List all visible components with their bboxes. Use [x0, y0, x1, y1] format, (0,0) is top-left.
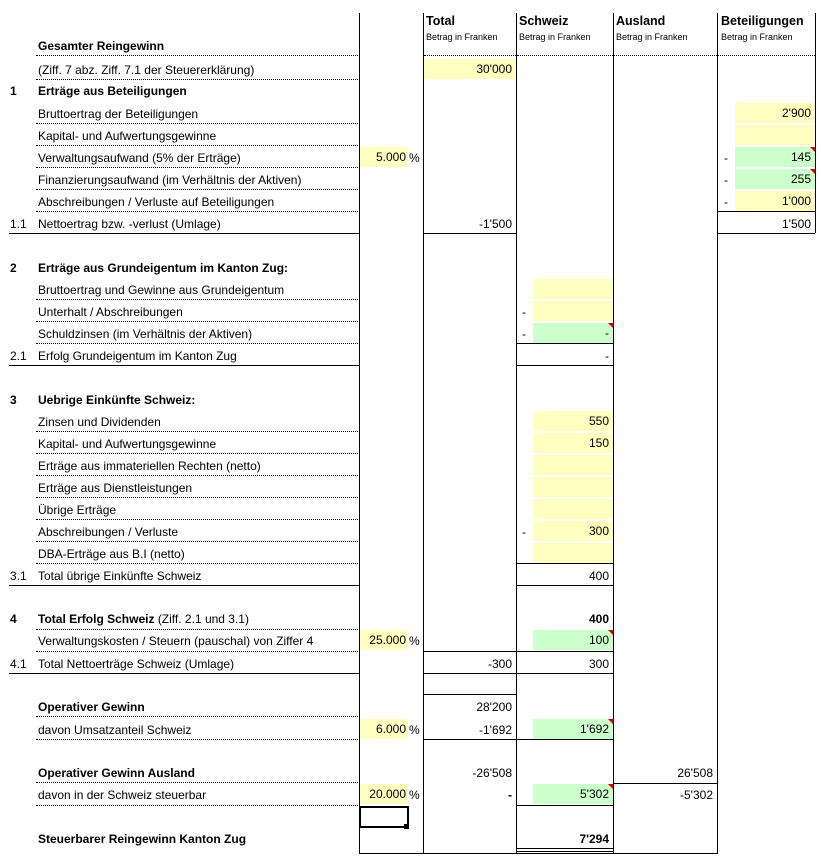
cell-ch-total-netto[interactable]: 300	[588, 657, 609, 671]
header-schweiz: Schweiz	[519, 14, 569, 28]
label-operativer-gewinn: Operativer Gewinn	[38, 700, 145, 714]
col-border	[613, 13, 614, 854]
comment-indicator	[810, 169, 815, 174]
cell-total-netto-ch[interactable]: -300	[487, 657, 512, 671]
label-row: Kapital- und Aufwertungsgewinne	[38, 129, 217, 143]
cell-total-umsatz[interactable]: -1'692	[479, 723, 512, 737]
sum-line	[424, 651, 613, 652]
row-divider	[36, 211, 358, 212]
label-row: Übrige Erträge	[38, 503, 117, 517]
cell-bet-kapital[interactable]	[735, 125, 815, 145]
percent-sign: %	[409, 634, 420, 648]
minus-sign: -	[724, 173, 728, 187]
header-beteiligungen-sub: Betrag in Franken	[721, 32, 793, 42]
cell-ch-umsatz[interactable]: 1'692	[533, 719, 613, 739]
header-ausland: Ausland	[616, 14, 666, 28]
section-title: Erträge aus Beteiligungen	[38, 84, 187, 98]
label-row: Abschreibungen / Verluste auf Beteiligungen	[38, 195, 275, 209]
cell-ch-dba[interactable]	[533, 543, 613, 563]
row-divider	[36, 167, 358, 168]
sum-line	[718, 233, 815, 234]
cell-ch-brutto-grund[interactable]	[533, 279, 613, 299]
row-divider	[36, 651, 358, 652]
label-steuerbarer-reingewinn: Steuerbarer Reingewinn Kanton Zug	[38, 832, 247, 846]
row-divider	[36, 431, 358, 432]
cell-total-steuerbar[interactable]: -	[508, 788, 512, 802]
label-row: Erfolg Grundeigentum im Kanton Zug	[38, 349, 237, 363]
cell-ch-unterhalt[interactable]	[533, 301, 613, 321]
cell-ch-erfolg-grund[interactable]: -	[605, 349, 609, 363]
table-bottom-border	[359, 853, 718, 854]
label-row: Total übrige Einkünfte Schweiz	[38, 569, 202, 583]
label-row: davon Umsatzanteil Schweiz	[38, 723, 192, 737]
cell-ch-kapital[interactable]: 150	[533, 433, 613, 453]
sum-line	[424, 694, 516, 695]
col-border	[516, 13, 517, 854]
sum-line	[517, 563, 613, 564]
section-number: 3	[10, 393, 17, 407]
cell-bet-brutto[interactable]: 2'900	[735, 103, 815, 123]
section-number: 2	[10, 261, 17, 275]
cell-pct-verwaltung[interactable]: 5.000	[360, 147, 408, 167]
cell-bet-finanz[interactable]: 255	[735, 169, 815, 189]
comment-indicator	[608, 630, 613, 635]
sum-line	[517, 851, 613, 852]
section-number: 1	[10, 84, 17, 98]
cell-pct-umsatz[interactable]: 6.000	[360, 719, 408, 739]
label-gesamter-reingewinn: Gesamter Reingewinn	[38, 39, 165, 53]
label-row: davon in der Schweiz steuerbar	[38, 788, 207, 802]
section-title-row	[38, 609, 249, 629]
section-number: 3.1	[10, 569, 27, 583]
minus-sign: -	[522, 305, 526, 319]
cell-total-reingewinn[interactable]: 30'000	[424, 59, 516, 79]
row-divider	[614, 55, 717, 56]
label-row: Erträge aus immateriellen Rechten (netto)	[38, 459, 261, 473]
cell-ch-zinsen[interactable]: 550	[533, 411, 613, 431]
row-divider	[36, 475, 358, 476]
cell-total-netto-bet[interactable]: -1'500	[479, 217, 512, 231]
cell-ch-steuerbar[interactable]: 5'302	[533, 784, 613, 804]
section-number: 4	[10, 612, 17, 626]
sum-line	[517, 805, 613, 806]
section-title: Erträge aus Grundeigentum im Kanton Zug:	[38, 261, 289, 275]
label-row: Schuldzinsen (im Verhältnis der Aktiven)	[38, 327, 253, 341]
header-total-sub: Betrag in Franken	[426, 32, 498, 42]
row-divider	[36, 453, 358, 454]
row-divider	[36, 497, 358, 498]
row-divider	[9, 233, 359, 234]
minus-sign: -	[724, 151, 728, 165]
sum-line	[517, 585, 613, 586]
section-title: Uebrige Einkünfte Schweiz:	[38, 393, 196, 407]
label-row: Unterhalt / Abschreibungen	[38, 305, 183, 319]
sum-line	[424, 673, 613, 674]
label-row: DBA-Erträge aus B.I (netto)	[38, 547, 185, 561]
sum-line	[517, 365, 613, 366]
row-divider	[424, 55, 516, 56]
row-divider	[9, 365, 359, 366]
label-ziff7: (Ziff. 7 abz. Ziff. 7.1 der Steuererklärung)	[38, 63, 255, 77]
percent-sign: %	[409, 151, 420, 165]
cell-bet-netto[interactable]: 1'500	[782, 217, 811, 231]
col-border	[717, 13, 718, 854]
label-row: Abschreibungen / Verluste	[38, 525, 179, 539]
row-divider	[9, 673, 359, 674]
row-divider	[36, 805, 358, 806]
label-row: Verwaltungsaufwand (5% der Erträge)	[38, 151, 241, 165]
sum-line	[424, 233, 516, 234]
label-row: Zinsen und Dividenden	[38, 415, 161, 429]
sum-line	[614, 783, 717, 784]
row-divider	[36, 739, 358, 740]
percent-sign: %	[409, 723, 420, 737]
label-row: Kapital- und Aufwertungsgewinne	[38, 437, 217, 451]
header-total: Total	[426, 14, 455, 28]
fill-handle[interactable]	[404, 824, 409, 829]
cell-total-op-ausland[interactable]: -26'508	[472, 766, 512, 780]
label-row: Erträge aus Dienstleistungen	[38, 481, 193, 495]
section-number: 1.1	[10, 217, 27, 231]
row-divider	[36, 541, 358, 542]
header-beteiligungen: Beteiligungen	[721, 14, 804, 28]
sum-line	[718, 211, 815, 212]
comment-indicator	[608, 719, 613, 724]
row-divider	[9, 585, 359, 586]
cell-ch-immat[interactable]	[533, 455, 613, 475]
row-divider	[36, 782, 358, 783]
cell-ch-abschr[interactable]: 300	[533, 521, 613, 541]
row-divider	[36, 145, 358, 146]
row-divider	[36, 321, 358, 322]
cell-pct-verw-kosten[interactable]: 25.000	[360, 630, 408, 650]
header-ausland-sub: Betrag in Franken	[616, 32, 688, 42]
label-row: Verwaltungskosten / Steuern (pauschal) von Ziffer 4	[38, 634, 314, 648]
section-note: (Ziff. 2.1 und 3.1)	[157, 612, 249, 626]
row-divider	[36, 563, 358, 564]
label-row: Bruttoertrag und Gewinne aus Grundeigentum	[38, 283, 285, 297]
section-number: 4.1	[10, 657, 27, 671]
comment-indicator	[608, 784, 613, 789]
cell-ch-steuerbarer[interactable]: 7'294	[579, 832, 609, 846]
section-number: 2.1	[10, 349, 27, 363]
sum-line	[424, 739, 613, 740]
row-divider	[517, 55, 613, 56]
cell-aus-op[interactable]: 26'508	[677, 766, 713, 780]
row-divider	[36, 716, 358, 717]
cell-bet-verwaltung[interactable]: 145	[735, 147, 815, 167]
cell-ch-uebrige[interactable]	[533, 499, 613, 519]
row-divider	[36, 123, 358, 124]
minus-sign: -	[522, 327, 526, 341]
selected-cell[interactable]	[359, 806, 409, 828]
col-border	[815, 13, 816, 233]
label-row: Bruttoertrag der Beteiligungen	[38, 107, 199, 121]
comment-indicator	[810, 147, 815, 152]
cell-ch-total-erfolg[interactable]: 400	[588, 612, 609, 626]
label-row: Finanzierungsaufwand (im Verhältnis der Aktiven)	[38, 173, 302, 187]
sum-line	[517, 343, 613, 344]
row-divider	[36, 189, 358, 190]
sum-line	[517, 848, 613, 849]
label-operativer-gewinn-ausland: Operativer Gewinn Ausland	[38, 766, 195, 780]
cell-bet-abschr[interactable]: 1'000	[735, 191, 815, 211]
row-divider	[36, 79, 358, 80]
row-divider	[36, 299, 358, 300]
cell-pct-steuerbar[interactable]: 20.000	[360, 784, 408, 804]
minus-sign: -	[724, 195, 728, 209]
section-title: Total Erfolg Schweiz	[38, 612, 155, 626]
minus-sign: -	[522, 525, 526, 539]
label-row: Total Nettoerträge Schweiz (Umlage)	[38, 657, 235, 671]
row-divider	[36, 519, 358, 520]
cell-ch-schuldzinsen[interactable]: -	[533, 323, 613, 343]
label-row: Nettoertrag bzw. -verlust (Umlage)	[38, 217, 221, 231]
percent-sign: %	[409, 788, 420, 802]
row-divider	[36, 629, 358, 630]
row-divider	[36, 343, 358, 344]
row-divider	[718, 55, 815, 56]
cell-aus-steuerbar[interactable]: -5'302	[680, 788, 713, 802]
comment-indicator	[608, 323, 613, 328]
cell-total-op[interactable]: 28'200	[476, 700, 512, 714]
header-schweiz-sub: Betrag in Franken	[519, 32, 591, 42]
cell-ch-total-uebrige[interactable]: 400	[588, 569, 609, 583]
cell-ch-dienst[interactable]	[533, 477, 613, 497]
cell-ch-verw-kosten[interactable]: 100	[533, 630, 613, 650]
